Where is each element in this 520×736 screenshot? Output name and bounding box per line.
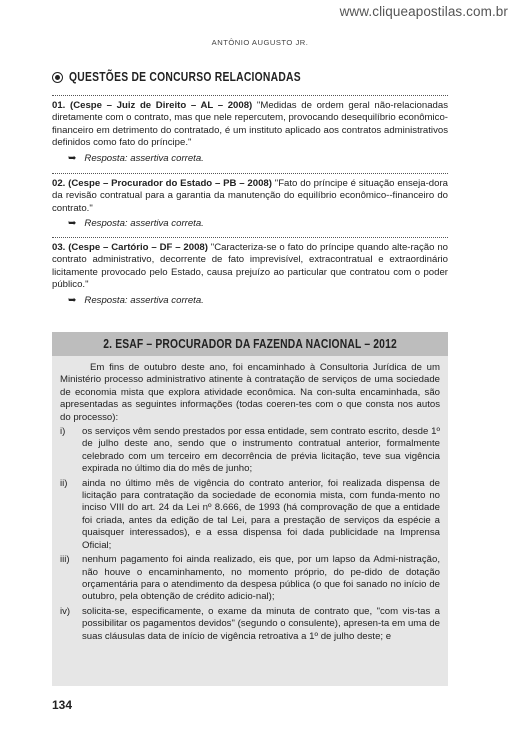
case-item-label: iv): [60, 605, 71, 617]
case-item: [60, 426, 440, 476]
answer-line: [52, 153, 448, 165]
question-text-block: [52, 242, 448, 292]
answer-line: [52, 295, 448, 307]
question-item: [52, 173, 448, 231]
case-item-text: os serviços vêm sendo prestados por essa entidade, sem contrato escrito, desde 1º de julho deste ano, sendo que o instrumento contratual anterior, formalmente celebrado com um terceiro em decorrência de prévia licitação, teve sua vigência expirada no último dia do mês de junho;: [82, 426, 440, 475]
hooked-arrow-icon: ➥: [68, 294, 77, 306]
answer-text: Resposta: assertiva correta.: [84, 294, 204, 306]
answer-text: Resposta: assertiva correta.: [84, 152, 204, 164]
case-item-label: i): [60, 426, 66, 438]
answer-line: [52, 218, 448, 230]
running-head: ANTÔNIO AUGUSTO JR.: [211, 38, 309, 47]
hooked-arrow-icon: ➥: [68, 152, 77, 164]
question-source: (Cespe – Cartório – DF – 2008): [68, 242, 208, 253]
case-item-label: ii): [60, 477, 68, 489]
case-body: [52, 356, 448, 643]
question-text: "Caracteriza-se o fato do príncipe quando alte-ração no contrato administrativo, decorrente de fato imprevisível, extracontratual e extraordinário licitamente provocado pelo Estado, causa prejuízo ao particular que contratou com o poder público.": [52, 242, 448, 291]
question-text-block: [52, 100, 448, 150]
case-item: [60, 606, 440, 643]
case-title: 2. ESAF – PROCURADOR DA FAZENDA NACIONAL – 2012: [103, 337, 397, 351]
case-header: [52, 332, 448, 356]
question-number: 03.: [52, 242, 66, 253]
question-source: (Cespe – Juiz de Direito – AL – 2008): [70, 100, 253, 111]
question-source: (Cespe – Procurador do Estado – PB – 2008): [68, 178, 272, 189]
question-item: [52, 95, 448, 165]
question-text: "Medidas de ordem geral não-relacionadas diretamente com o contrato, mas que nele repercutem, provocando desequilíbrio econômico-financeiro em detrimento do contratado, é um instituto aplicado aos contratos administrativos definidos como fato do príncipe.": [52, 100, 448, 149]
question-text-block: [52, 178, 448, 215]
case-item-text: nenhum pagamento foi ainda realizado, eis que, por um lapso da Admi-nistração, não houve o encaminhamento, no momento próprio, do pe-dido de dotação orçamentária para o atendimento da despesa pública (o que foi sanado no início de outubro, pela obtenção de crédito adicio-nal);: [82, 554, 440, 603]
radio-bullet-icon: [52, 72, 63, 83]
section-title: QUESTÕES DE CONCURSO RELACIONADAS: [69, 70, 301, 84]
case-item: [60, 478, 440, 552]
answer-text: Resposta: assertiva correta.: [84, 218, 204, 230]
section-heading: [52, 70, 448, 84]
case-item-text: solicita-se, especificamente, o exame da minuta de contrato que, "com vis-tas a possibilitar os pagamentos devidos" (segundo o consulente), apresen-ta em uma de suas cláusulas data de início de vigência retroativa a 1º de julho deste; e: [82, 605, 440, 642]
question-number: 02.: [52, 178, 66, 189]
case-item: [60, 554, 440, 604]
case-item-label: iii): [60, 554, 70, 566]
case-intro: Em fins de outubro deste ano, foi encaminhado à Consultoria Jurídica de um Ministério processo administrativo atinente à contratação de serviços de uma sociedade de economia mista que explora atividade econômica. Na con-sulta encaminhada, são apresentadas as seguintes informações (todas coeren-tes com o que consta nos autos do processo):: [60, 362, 440, 423]
case-item-text: ainda no último mês de vigência do contrato anterior, foi realizada dispensa de licitação para contratação da sociedade de economia mista, com funda-mento no inciso VIII do art. 24 da Lei nº 8.666, de 1993 (há comprovação de que a entidade foi criada, antes da edição de tal Lei, para a prestação de serviços da espécie a quaisquer interessados), e a essa dispensa foi dada publicidade na Imprensa Oficial;: [82, 477, 440, 551]
question-number: 01.: [52, 100, 66, 111]
site-watermark: www.cliqueapostilas.com.br: [339, 4, 508, 19]
question-text: "Fato do príncipe é situação enseja-dora da revisão contratual para a garantia da manutenção do equilíbrio econômico--financeiro do contrato.": [52, 178, 448, 214]
hooked-arrow-icon: ➥: [68, 218, 77, 230]
case-box: [52, 332, 448, 686]
page-number: 134: [52, 698, 73, 712]
question-item: [52, 237, 448, 307]
